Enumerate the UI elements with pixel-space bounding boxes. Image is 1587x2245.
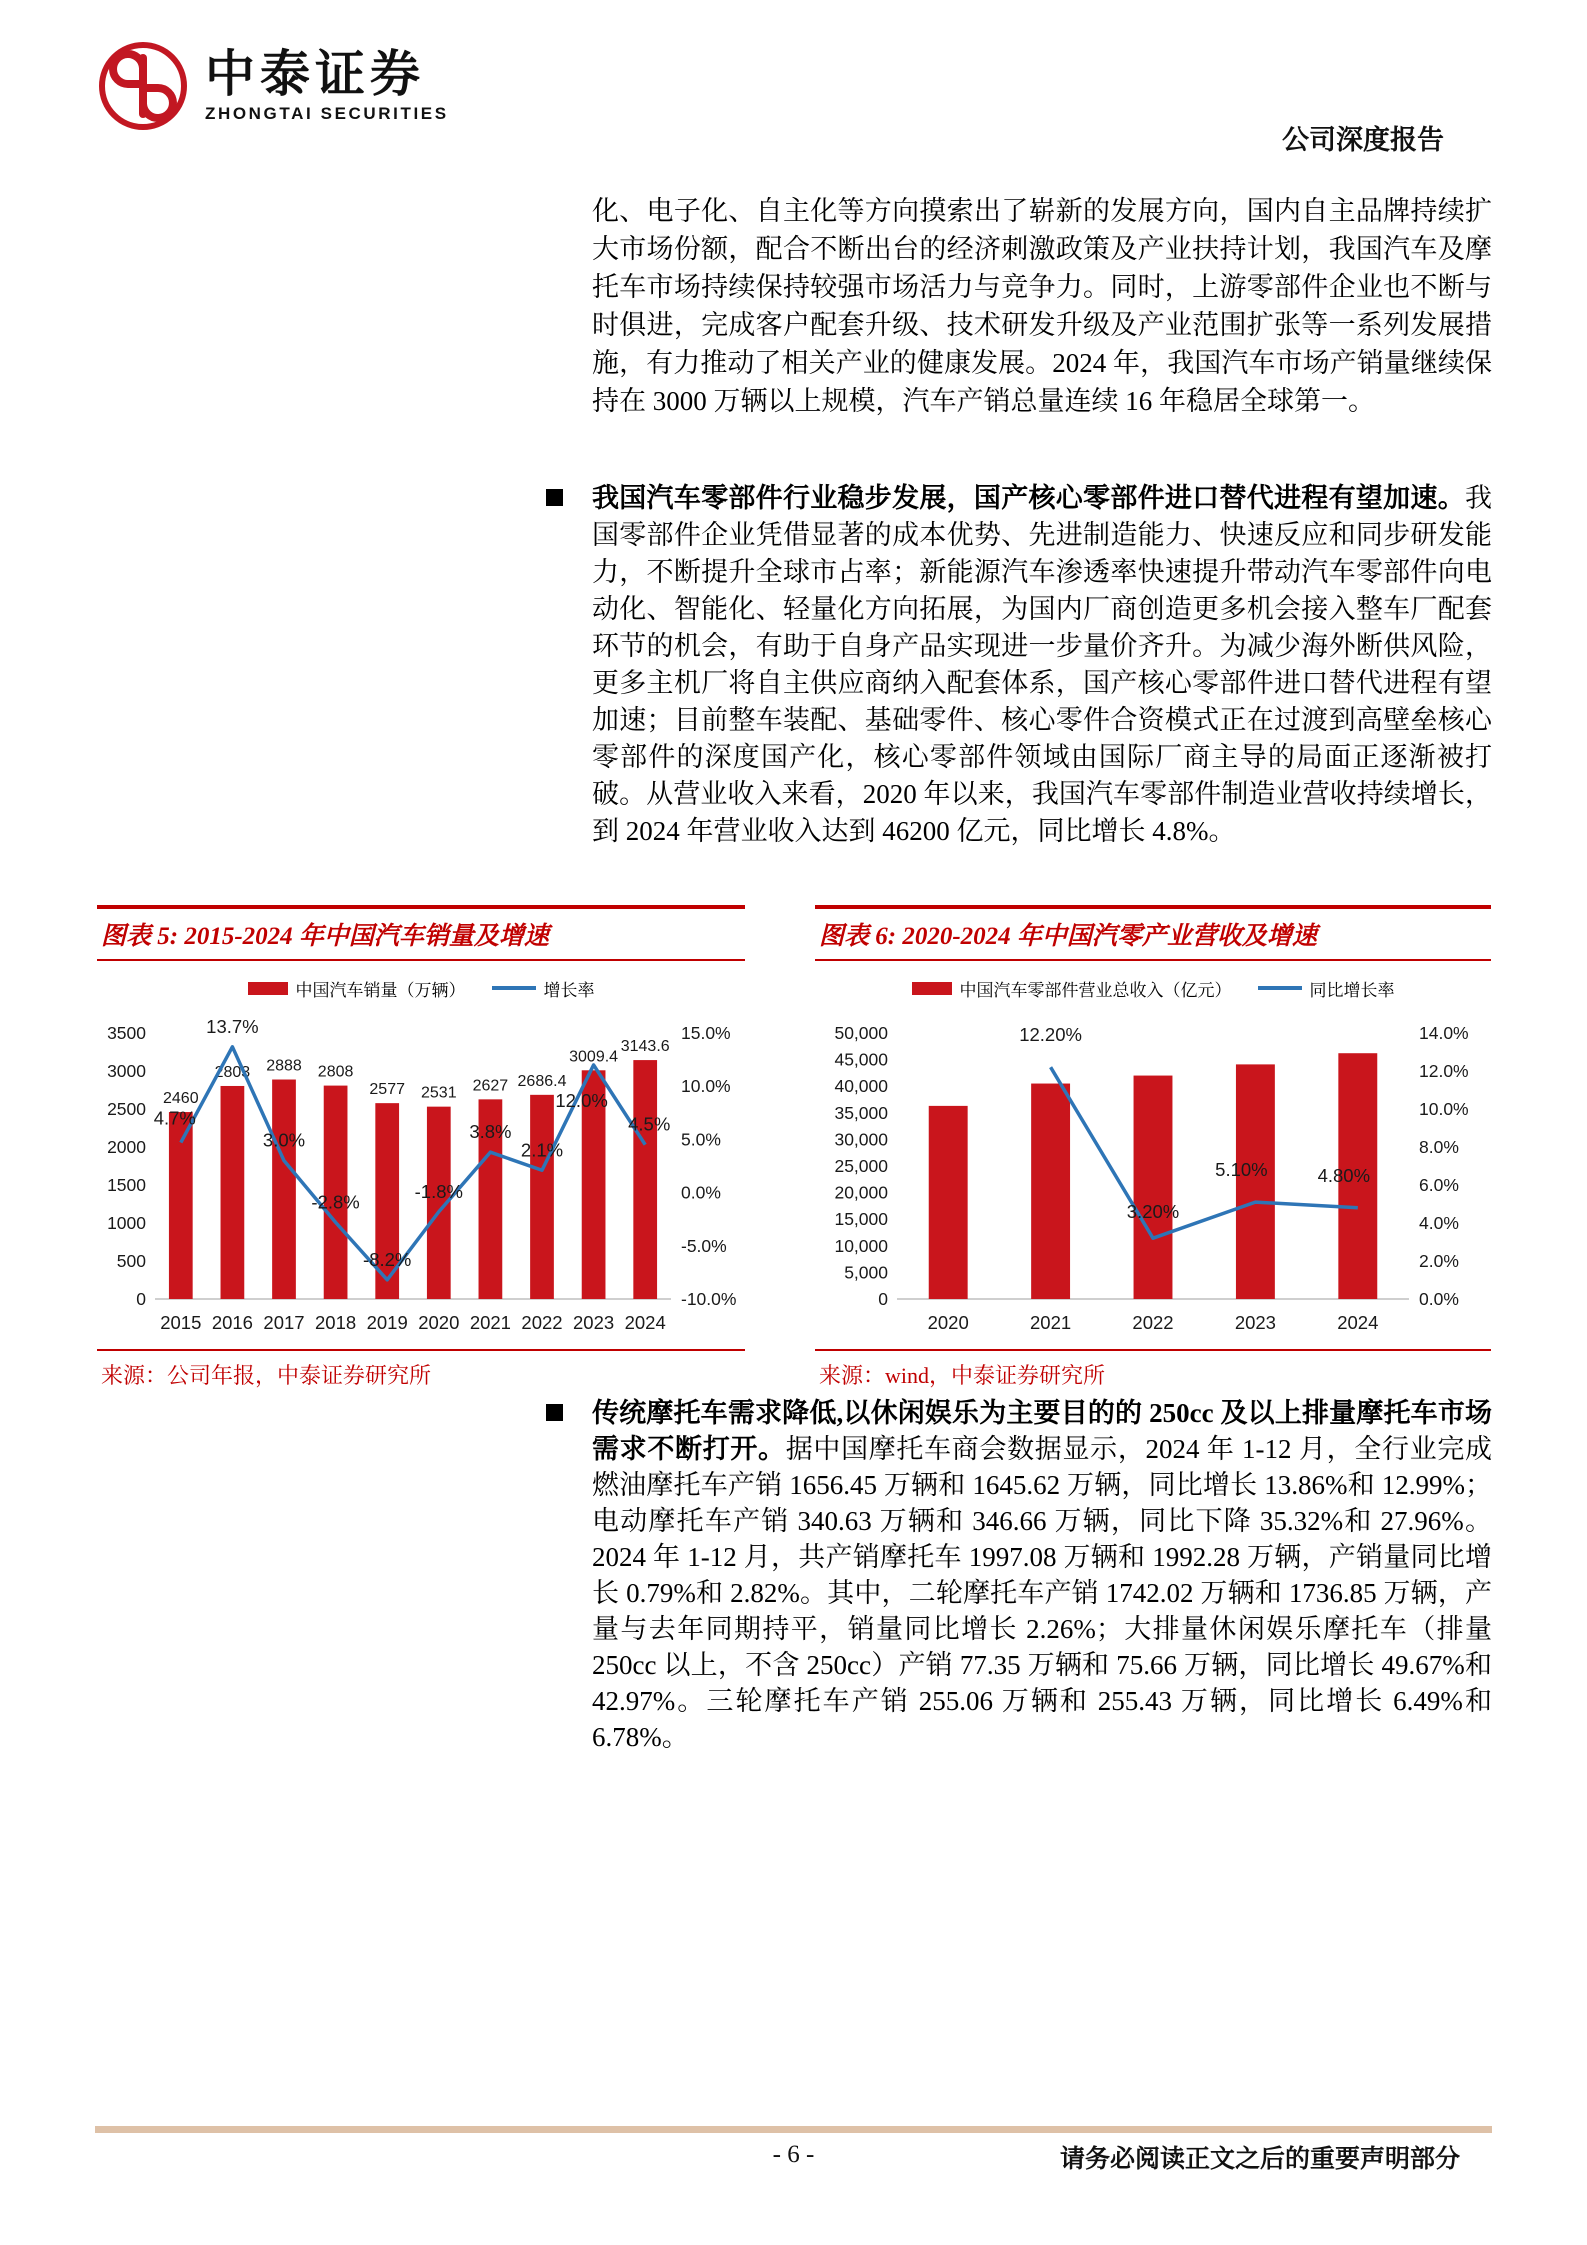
auto-parts-revenue-chart [815,1003,1491,1343]
svg-text:3.8%: 3.8% [469,1121,512,1143]
svg-text:2803: 2803 [214,1063,251,1081]
paragraph-2-body: 我国零部件企业凭借显著的成本优势、先进制造能力、快速反应和同步研发能力，不断提升全球市占率；新能源汽车渗透率快速提升带动汽车零部件向电动化、智能化、轻量化方向拓展，为国内厂商创造更多机会接入整车厂配套环节的机会，有助于自身产品实现进一步量价齐升。为减少海外断供风险，更多主机厂将自主供应商纳入配套体系，国产核心零部件进口替代进程有望加速；目前整车装配、基础零件、核心零件合资模式正在过渡到高壁垒核心零部件的深度国产化，核心零部件领域由国际厂商主导的局面正逐渐被打破。从营业收入来看，2020 年以来，我国汽车零部件制造业营收持续增长，到 2024 年营业收入达到 46200 亿元，同比增长 4.8%。 [592,483,1492,846]
svg-text:14.0%: 14.0% [1419,1023,1469,1043]
svg-text:2015: 2015 [160,1312,202,1333]
svg-text:3.20%: 3.20% [1126,1201,1180,1223]
footer-rule [95,2126,1492,2133]
figure-6 [815,905,1491,1390]
body-paragraph-3 [592,1395,1492,1755]
svg-text:-2.8%: -2.8% [311,1191,360,1213]
svg-text:2888: 2888 [266,1057,302,1075]
logo-title: 中泰证券 [205,46,425,103]
legend-bar-label: 中国汽车销量（万辆） [295,980,466,1000]
svg-text:2500: 2500 [107,1099,146,1119]
svg-text:30,000: 30,000 [834,1129,888,1150]
paragraph-3-lead: 传统摩托车需求降低,以休闲娱乐为主要目的的 250cc 及以上排量摩托车市场需求不断打开。 [592,1398,1492,1464]
svg-text:2627: 2627 [472,1077,509,1095]
legend-item-line [1258,976,1395,1001]
svg-text:13.7%: 13.7% [206,1015,259,1037]
body-paragraph-1: 化、电子化、自主化等方向摸索出了崭新的发展方向，国内自主品牌持续扩大市场份额，配合不断出台的经济刺激政策及产业扶持计划，我国汽车及摩托车市场持续保持较强市场活力与竞争力。同时，上游零部件企业也不断与时俱进，完成客户配套升级、技术研发升级及产业范围扩张等一系列发展措施，有力推动了相关产业的健康发展。2024 年，我国汽车市场产销量继续保持在 3000 万辆以上规模，汽车产销总量连续 16 年稳居全球第一。 [592,196,1492,416]
svg-text:2022: 2022 [1132,1312,1174,1333]
svg-text:2016: 2016 [211,1312,253,1333]
svg-text:2021: 2021 [469,1312,511,1333]
paragraph-3-body: 据中国摩托车商会数据显示，2024 年 1-12 月，全行业完成燃油摩托车产销 1656.45 万辆和 1645.62 万辆，同比增长 13.86%和 12.99%；电动摩托车产销 340.63 万辆和 346.66 万辆，同比下降 35.32%和 27.96%。2024 年 1-12 月，共产销摩托车 1997.08 万辆和 1992.28 万辆，产销量同比增长 0.79%和 2.82%。其中，二轮摩托车产销 1742.02 万辆和 1736.85 万辆，产量与去年同期持平，销量同比增长 2.26%；大排量休闲娱乐摩托车（排量 250cc 以上，不含 250cc）产销 77.35 万辆和 75.66 万辆，同比增长 49.67%和 42.97%。三轮摩托车产销 255.06 万辆和 255.43 万辆，同比增长 6.49%和 6.78%。 [592,1434,1492,1752]
zhongtai-logo-icon [95,38,191,134]
svg-text:0.0%: 0.0% [1419,1289,1459,1309]
bar-swatch-icon [248,982,288,995]
line-swatch-icon [1258,986,1302,990]
svg-text:0.0%: 0.0% [681,1182,721,1203]
svg-text:2017: 2017 [263,1312,305,1333]
svg-text:4.80%: 4.80% [1317,1164,1371,1186]
logo-subtitle: ZHONGTAI SECURITIES [205,103,449,123]
figure-5-source: 来源：公司年报，中泰证券研究所 [97,1349,745,1390]
svg-text:2020: 2020 [418,1312,460,1333]
figure-6-source: 来源：wind，中泰证券研究所 [815,1349,1491,1390]
svg-text:3143.6: 3143.6 [620,1038,670,1056]
svg-text:2.1%: 2.1% [520,1139,564,1161]
svg-text:15,000: 15,000 [834,1209,888,1230]
svg-text:10.0%: 10.0% [681,1076,731,1097]
report-type-label: 公司深度报告 [1282,125,1444,155]
figure-5-title: 图表 5: 2015-2024 年中国汽车销量及增速 [97,905,745,961]
svg-text:5,000: 5,000 [844,1262,888,1283]
figure-6-legend [815,975,1491,1001]
svg-text:3500: 3500 [107,1023,146,1043]
footer-disclaimer: 请务必阅读正文之后的重要声明部分 [1059,2146,1460,2173]
svg-text:2808: 2808 [317,1063,354,1081]
body-paragraph-2 [592,480,1492,850]
legend-item-line [492,976,595,1001]
svg-text:3009.4: 3009.4 [569,1048,619,1066]
svg-text:20,000: 20,000 [834,1182,888,1203]
page-number: - 6 - [772,2141,815,2168]
svg-text:2023: 2023 [573,1312,615,1333]
svg-text:2460: 2460 [163,1090,199,1108]
figure-5-legend [97,975,745,1001]
svg-text:50,000: 50,000 [834,1023,888,1043]
svg-text:35,000: 35,000 [834,1102,888,1123]
svg-text:2020: 2020 [927,1312,969,1333]
svg-text:10,000: 10,000 [834,1235,888,1256]
bullet-square-icon [546,1404,563,1421]
svg-text:2022: 2022 [521,1312,563,1333]
svg-text:500: 500 [116,1251,146,1271]
legend-line-label: 同比增长率 [1309,980,1395,1000]
svg-text:12.0%: 12.0% [1419,1061,1469,1081]
svg-text:2686.4: 2686.4 [517,1072,567,1090]
legend-line-label: 增长率 [543,980,595,1000]
svg-text:4.7%: 4.7% [153,1107,196,1129]
svg-text:2023: 2023 [1234,1312,1276,1333]
svg-text:-8.2%: -8.2% [363,1248,412,1270]
svg-text:3.0%: 3.0% [262,1129,306,1151]
paragraph-2-lead: 我国汽车零部件行业稳步发展，国产核心零部件进口替代进程有望加速。 [592,483,1465,513]
legend-item-bar [248,976,466,1001]
auto-sales-chart [97,1003,745,1343]
svg-text:-10.0%: -10.0% [681,1289,737,1309]
svg-text:12.0%: 12.0% [555,1089,608,1111]
svg-text:-1.8%: -1.8% [414,1180,463,1202]
svg-text:2.0%: 2.0% [1419,1251,1459,1271]
header-brand [95,38,449,134]
svg-text:-5.0%: -5.0% [681,1235,727,1256]
svg-text:6.0%: 6.0% [1419,1175,1459,1195]
svg-text:0: 0 [878,1289,888,1309]
svg-text:4.0%: 4.0% [1419,1213,1459,1233]
svg-text:5.10%: 5.10% [1215,1159,1268,1181]
bar-swatch-icon [912,982,952,995]
svg-text:4.5%: 4.5% [628,1113,671,1135]
svg-text:3000: 3000 [107,1061,146,1081]
svg-text:5.0%: 5.0% [681,1129,721,1150]
svg-text:2531: 2531 [421,1084,457,1102]
svg-text:0: 0 [136,1289,146,1309]
legend-bar-label: 中国汽车零部件营业总收入（亿元） [959,980,1232,1000]
svg-text:2018: 2018 [315,1312,357,1333]
legend-item-bar [912,976,1232,1001]
svg-text:10.0%: 10.0% [1419,1099,1469,1119]
svg-text:12.20%: 12.20% [1019,1024,1082,1046]
svg-text:40,000: 40,000 [834,1076,888,1097]
svg-text:25,000: 25,000 [834,1156,888,1176]
figure-5 [97,905,745,1390]
svg-text:2000: 2000 [107,1137,146,1157]
svg-text:2019: 2019 [366,1312,408,1333]
svg-text:2024: 2024 [1337,1312,1379,1333]
svg-text:2024: 2024 [624,1312,666,1333]
figure-6-title: 图表 6: 2020-2024 年中国汽零产业营收及增速 [815,905,1491,961]
svg-text:2021: 2021 [1030,1312,1072,1333]
svg-text:2577: 2577 [369,1081,405,1099]
bullet-square-icon [546,489,563,506]
svg-text:8.0%: 8.0% [1419,1137,1459,1157]
line-swatch-icon [492,986,536,990]
svg-text:15.0%: 15.0% [681,1023,731,1043]
svg-text:1000: 1000 [107,1213,146,1233]
svg-text:45,000: 45,000 [834,1049,888,1070]
svg-text:1500: 1500 [107,1175,146,1195]
